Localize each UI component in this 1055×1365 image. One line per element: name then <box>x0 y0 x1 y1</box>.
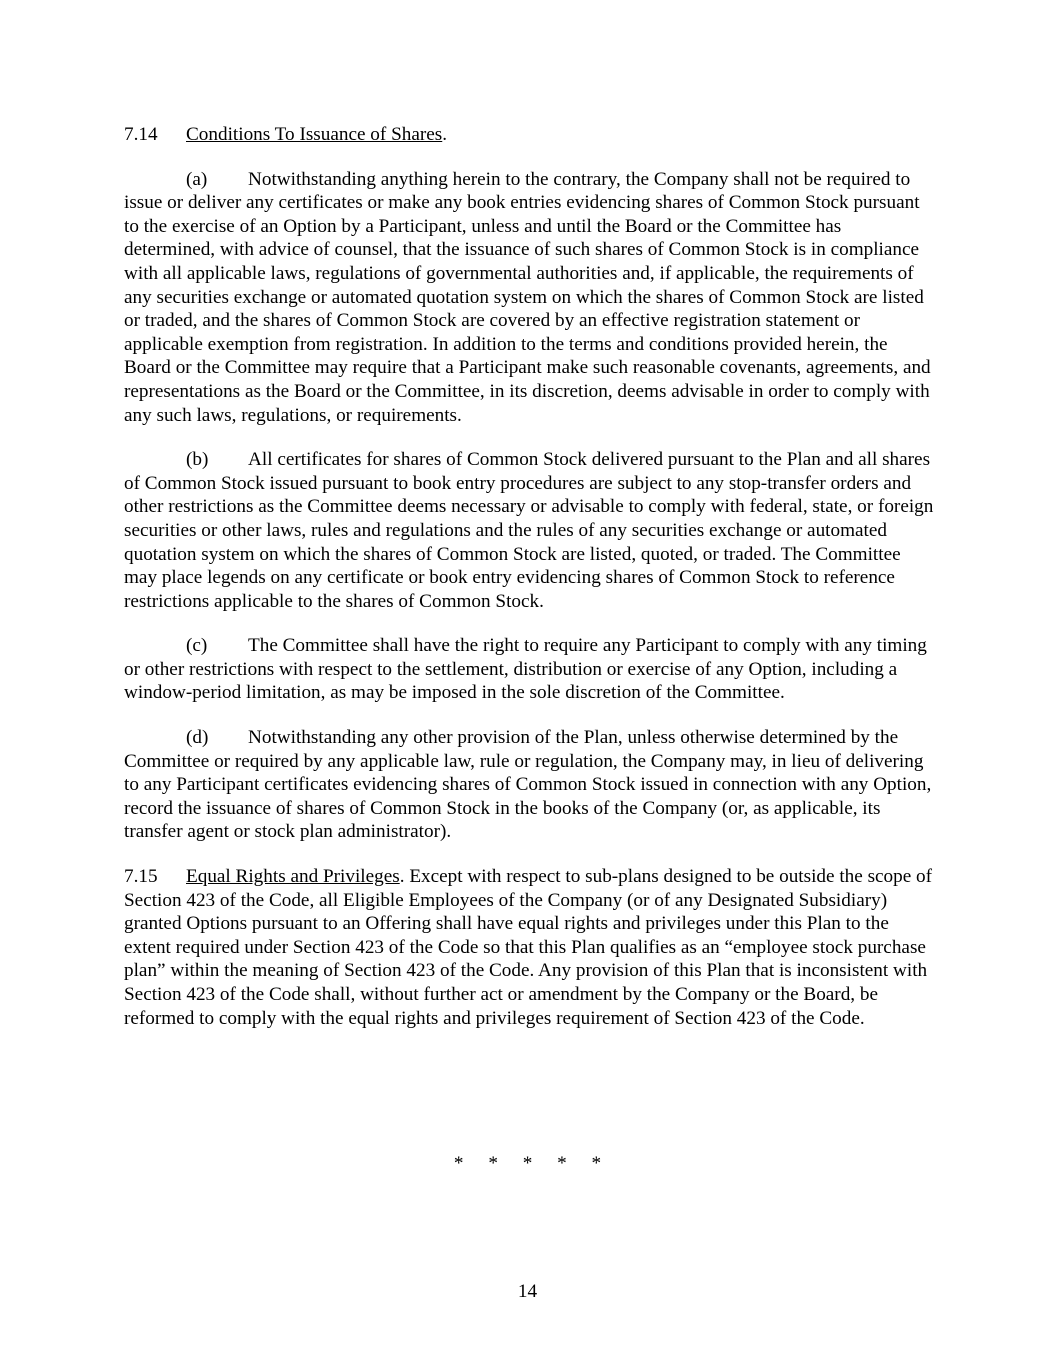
paragraph-label: (b) <box>186 449 209 471</box>
paragraph-label: (d) <box>186 727 209 749</box>
section-7-14-heading <box>124 123 936 147</box>
section-number: 7.15 <box>124 866 158 888</box>
section-title-suffix: . <box>442 124 448 145</box>
section-title: Equal Rights and Privileges <box>186 866 400 888</box>
paragraph-d <box>124 726 936 844</box>
page-number: 14 <box>517 1281 538 1302</box>
paragraph-text: Notwithstanding anything herein to the contrary, the Company shall not be required to issue or deliver any certificates or make any book entries evidencing shares of Common Stock pursuant to the exercise of an Option by a Participant, unless and until the Board or the Committee has determined, with advice of counsel, that the issuance of such shares of Common Stock is in compliance with all applicable laws, regulations of governmental authorities and, if applicable, the requirements of any securities exchange or automated quotation system on which the shares of Common Stock are listed or traded, and the shares of Common Stock are covered by an effective registration statement or applicable exemption from registration. In addition to the terms and conditions provided herein, the Board or the Committee may require that a Participant make such reasonable covenants, agreements, and representations as the Board or the Committee, in its discretion, deems advisable in order to comply with any such laws, regulations, or requirements. <box>124 168 931 426</box>
section-number: 7.14 <box>124 124 158 145</box>
section-body: . Except with respect to sub-plans designed to be outside the scope of Section 423 of the Code, all Eligible Employees of the Company (or of any Designated Subsidiary) granted Options pursuant to an Offering shall have equal rights and privileges under this Plan to the extent required under Section 423 of the Code so that this Plan qualifies as an “employee stock purchase plan” within the meaning of Section 423 of the Code. Any provision of this Plan that is inconsistent with Section 423 of the Code shall, without further act or amendment by the Company or the Board, be reformed to comply with the equal rights and privileges requirement of Section 423 of the Code. <box>124 866 933 1029</box>
paragraph-label: (a) <box>186 168 208 190</box>
paragraph-text: Notwithstanding any other provision of the Plan, unless otherwise determined by the Committee or required by any applicable law, rule or regulation, the Company may, in lieu of delivering to any Participant certificates evidencing shares of Common Stock issued in connection with any Option, record the issuance of shares of Common Stock in the books of the Company (or, as applicable, its transfer agent or stock plan administrator). <box>124 727 932 843</box>
paragraph-c <box>124 634 936 705</box>
paragraph-text: The Committee shall have the right to require any Participant to comply with any timing or other restrictions with respect to the settlement, distribution or exercise of any Option, including a window-period limitation, as may be imposed in the sole discretion of the Committee. <box>124 635 927 704</box>
paragraph-label: (c) <box>186 635 208 657</box>
document-page <box>124 123 936 1051</box>
paragraph-b <box>124 448 936 613</box>
section-7-15 <box>124 865 936 1030</box>
paragraph-a <box>124 168 936 428</box>
paragraph-text: All certificates for shares of Common Stock delivered pursuant to the Plan and all shares of Common Stock issued pursuant to book entry procedures are subject to any stop-transfer orders and other restrictions as the Committee deems necessary or advisable to comply with federal, state, or foreign securities or other laws, rules and regulations and the rules of any securities exchange or automated quotation system on which the shares of Common Stock are listed, quoted, or traded. The Committee may place legends on any certificate or book entry evidencing shares of Common Stock to reference restrictions applicable to the shares of Common Stock. <box>124 449 934 612</box>
section-title: Conditions To Issuance of Shares <box>186 124 443 145</box>
section-separator: * * * * * <box>453 1153 602 1174</box>
